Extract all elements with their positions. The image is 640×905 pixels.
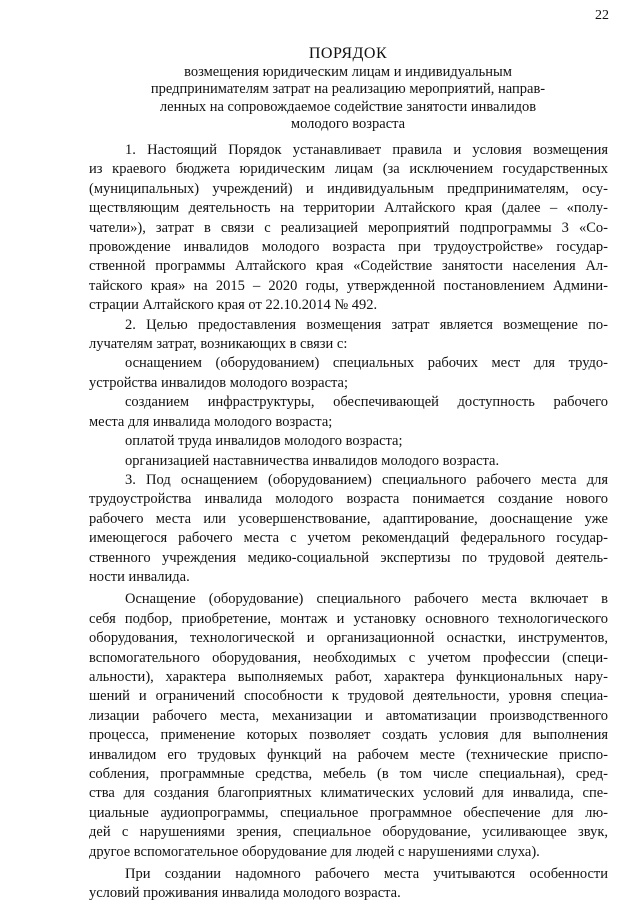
text-line: провождение инвалидов молодого возраста при трудоустройстве» государ- <box>89 239 608 256</box>
text-line: места для инвалида молодого возраста; <box>89 413 333 430</box>
text-line: 1. Настоящий Порядок устанавливает правила и условия возмещения <box>125 142 608 158</box>
paragraph-1 <box>89 141 608 316</box>
text-line: созданием инфраструктуры, обеспечивающей доступность рабочего <box>125 394 608 411</box>
text-line: циальные аудиопрограммы, специальное программное обеспечение для лю- <box>89 804 608 821</box>
list-item-mentoring <box>89 452 608 471</box>
text-line: страции Алтайского края от 22.10.2014 № 492. <box>89 297 378 314</box>
paragraph-3 <box>89 471 608 587</box>
paragraph-equipment-details <box>89 590 608 862</box>
text-line: чатели»), затрат в связи с реализацией мероприятий подпрограммы 3 «Со- <box>89 219 608 236</box>
page-number: 22 <box>595 8 609 23</box>
text-line: лизации рабочего места, механизации и автоматизации производственного <box>89 707 608 724</box>
text-line: другое вспомогательное оборудование для людей с нарушениями слуха). <box>89 843 540 860</box>
text-line: ществляющим деятельность на территории Алтайского края (далее – «полу- <box>89 200 608 217</box>
text-line: ности инвалида. <box>89 568 190 585</box>
text-line: инвалидом его трудовых функций на рабочем месте (технические приспо- <box>89 746 608 763</box>
text-line: альности), характера выполняемых работ, характера функциональных нару- <box>89 668 608 685</box>
text-line: При создании надомного рабочего места учитываются особенности <box>125 866 608 883</box>
title-line: ленных на сопровождаемое содействие занятости инвалидов <box>159 98 537 115</box>
paragraph-2 <box>89 316 608 355</box>
text-line: ства для создания благоприятных климатических условий для инвалида, спе- <box>89 785 608 802</box>
text-line: оплатой труда инвалидов молодого возраста; <box>125 433 403 450</box>
text-line: лучателям затрат, возникающих в связи с: <box>89 336 348 353</box>
text-line: шений и ограничений способности к трудовой деятельности, уровня специа- <box>89 688 608 705</box>
text-line: оборудования, технологической и организационной оснастки, инструментов, <box>89 630 608 647</box>
text-line: ственной программы Алтайского края «Содействие занятости населения Ал- <box>89 258 608 275</box>
text-line: имеющегося рабочего места с учетом рекомендаций федерального государ- <box>89 530 608 547</box>
text-line: трудоустройства инвалида молодого возраста понимается создание нового <box>89 491 608 508</box>
text-line: собления, программные средства, мебель (в том числе специальная), сред- <box>89 766 608 782</box>
title-heading: ПОРЯДОК <box>308 45 388 62</box>
text-line: процесса, применение которых позволяет создать условия для выполнения <box>89 727 608 744</box>
text-line: условий проживания инвалида молодого возраста. <box>89 885 401 902</box>
text-line: тайского края» на 2015 – 2020 годы, утвержденной постановлением Админи- <box>89 277 608 294</box>
text-line: оснащением (оборудованием) специальных рабочих мест для трудо- <box>125 355 608 372</box>
text-line: рабочего места или усовершенствование, адаптирование, дооснащение уже <box>89 510 608 527</box>
list-item-equipment <box>89 354 608 393</box>
title-line: молодого возраста <box>290 116 406 132</box>
text-line: устройства инвалидов молодого возраста; <box>89 374 348 391</box>
document-title <box>88 45 608 134</box>
paragraph-home-workplace <box>89 865 608 904</box>
list-item-wages <box>89 432 608 451</box>
text-line: организацией наставничества инвалидов молодого возраста. <box>125 452 500 469</box>
title-line: предпринимателям затрат на реализацию мероприятий, направ- <box>150 81 546 97</box>
text-line: (муниципальных) учреждений) и индивидуальным предпринимателям, осу- <box>89 180 608 197</box>
text-line: ственного учреждения медико-социальной экспертизы по трудовой деятель- <box>89 549 608 566</box>
text-line: 2. Целью предоставления возмещения затрат является возмещение по- <box>125 316 608 333</box>
text-line: Оснащение (оборудование) специального рабочего места включает в <box>125 591 608 608</box>
document-body <box>89 141 608 904</box>
text-line: 3. Под оснащением (оборудованием) специального рабочего места для <box>125 471 608 488</box>
text-line: из краевого бюджета юридическим лицам (за исключением государственных <box>89 161 608 178</box>
list-item-infrastructure <box>89 393 608 432</box>
text-line: вспомогательного оборудования, необходимых с учетом профессии (специ- <box>89 649 608 666</box>
text-line: дей с нарушениями зрения, специальное оборудование, усиливающее звук, <box>89 824 608 841</box>
text-line: себя подбор, приобретение, монтаж и установку основного технологического <box>89 610 608 627</box>
title-line: возмещения юридическим лицам и индивидуальным <box>184 63 512 80</box>
